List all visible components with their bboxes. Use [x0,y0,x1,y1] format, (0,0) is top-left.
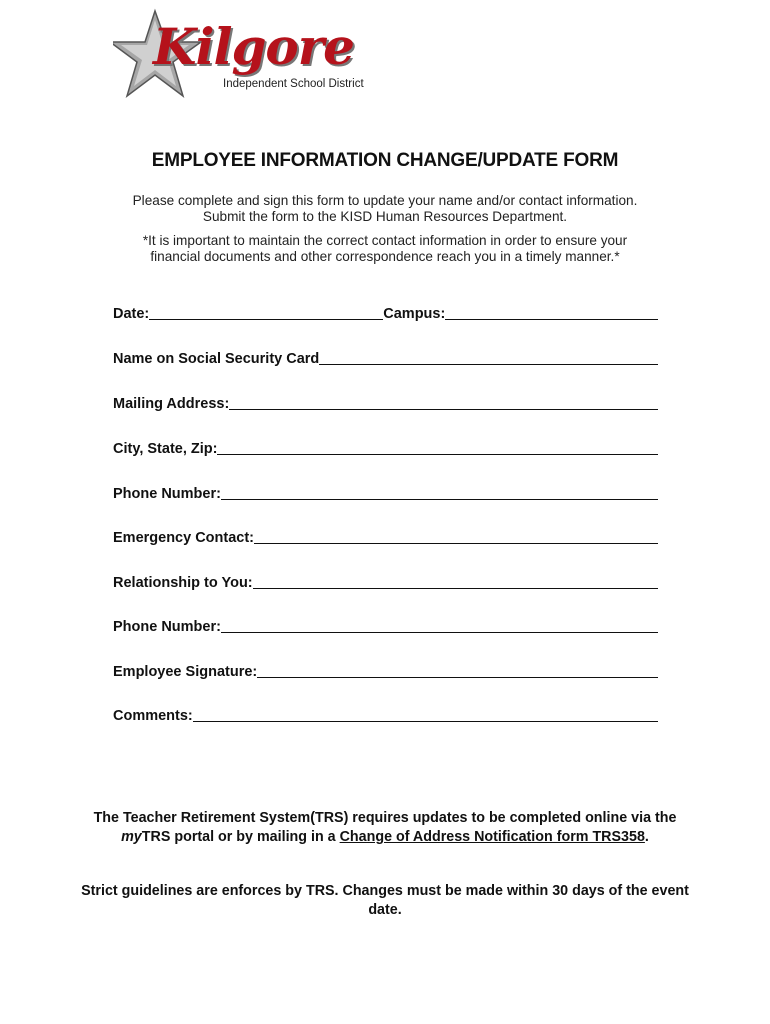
relationship-field[interactable] [253,572,658,589]
guidelines-notice: Strict guidelines are enforces by TRS. Changes must be made within 30 days of the event date. [81,883,689,918]
signature-label: Employee Signature: [113,664,258,680]
intro-line-1: Please complete and sign this form to update your name and/or contact information. [132,193,638,208]
ss-name-row [113,347,658,367]
trs-notice [80,809,690,847]
city-state-zip-label: City, State, Zip: [113,441,218,457]
comments-field[interactable] [193,705,658,722]
trs-my: my [121,829,142,845]
page-title: EMPLOYEE INFORMATION CHANGE/UPDATE FORM [151,150,619,171]
ss-name-label: Name on Social Security Card [113,351,320,367]
emergency-contact-field[interactable] [254,527,658,544]
date-campus-row [113,302,658,322]
city-state-zip-field[interactable] [217,438,658,455]
phone-number-row [113,482,658,502]
mailing-address-row [113,392,658,412]
comments-label: Comments: [113,708,193,724]
date-label: Date: [113,306,150,322]
emergency-contact-row [113,526,658,546]
district-logo [113,8,363,103]
signature-field[interactable] [257,661,658,678]
emergency-contact-label: Emergency Contact: [113,530,255,546]
intro-paragraph [60,193,710,225]
note-line-1: *It is important to maintain the correct contact information in order to ensure your [142,233,628,248]
logo-subtitle: Independent School District [223,78,364,90]
comments-row [113,704,658,724]
relationship-row [113,571,658,591]
mailing-address-field[interactable] [229,393,658,410]
note-paragraph [60,233,710,265]
emergency-phone-field[interactable] [221,616,658,633]
trs-text-1: The Teacher Retirement System(TRS) requires updates to be completed online via the [93,810,677,826]
intro-line-2: Submit the form to the KISD Human Resources Department. [202,209,568,224]
emergency-phone-label: Phone Number: [113,619,221,635]
trs-text-2: portal or by mailing in a [170,829,340,845]
logo-wordmark: Kilgore [153,17,354,76]
signature-row [113,660,658,680]
emergency-phone-row [113,615,658,635]
date-field[interactable] [149,303,383,320]
campus-label: Campus: [383,306,446,322]
phone-number-field[interactable] [221,483,658,500]
note-line-2: financial documents and other correspondence reach you in a timely manner.* [150,249,620,264]
phone-number-label: Phone Number: [113,486,221,502]
ss-name-field[interactable] [319,348,658,365]
trs358-link[interactable]: Change of Address Notification form TRS358 [339,829,645,845]
city-state-zip-row [113,437,658,457]
trs-end: . [644,829,649,845]
campus-field[interactable] [445,303,658,320]
trs-trs: TRS [141,829,171,845]
mailing-address-label: Mailing Address: [113,396,230,412]
relationship-label: Relationship to You: [113,575,253,591]
